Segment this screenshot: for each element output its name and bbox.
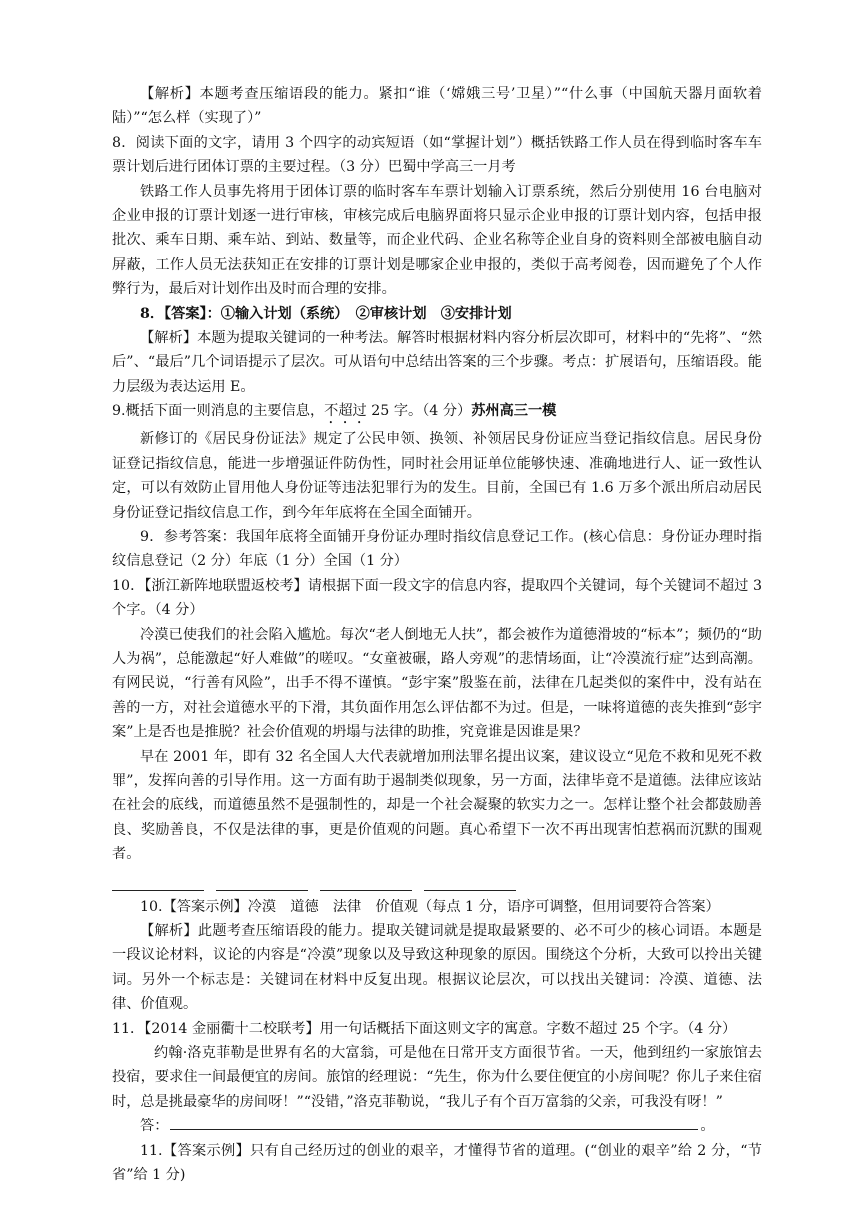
blank-3[interactable] (320, 889, 412, 891)
answer-line-end: 。 (700, 1118, 715, 1135)
blank-1[interactable] (112, 889, 204, 891)
analysis-8: 【解析】本题为提取关键词的一种考法。解答时根据材料内容分析层次即可，材料中的“先将”、“然后”、“最后”几个词语提示了层次。可从语句中总结出答案的三个步骤。考点：扩展语句，压缩语段。能力层级为表达运用 E。 (112, 330, 762, 395)
answer-9: 9．参考答案：我国年底将全面铺开身份证办理时指纹信息登记工作。(核心信息：身份证办理时指纹信息登记（2 分）年底（1 分）全国（1 分） (112, 528, 762, 570)
passage-11: 约翰·洛克菲勒是世界有名的大富翁，可是他在日常开支方面很节省。一天，他到纽约一家旅馆去投宿，要求住一间最便宜的房间。旅馆的经理说：“先生，你为什么要住便宜的小房间呢？你儿子来住宿时，总是挑最豪华的房间呀！”“没错，”洛克菲勒说，“我儿子有个百万富翁的父亲，可我没有呀！” (112, 1045, 762, 1110)
answer-input-line[interactable] (170, 1115, 698, 1130)
passage-8: 铁路工作人员事先将用于团体订票的临时客车车票计划输入订票系统，然后分别使用 16 台电脑对企业申报的订票计划逐一进行审核，审核完成后电脑界面将只显示企业申报的订票计划内容，包括申报批次、乘车日期、乘车站、到站、数量等，而企业代码、企业名称等企业自身的资料则全部被电脑自动屏蔽，工作人员无法获知正在安排的订票计划是哪家企业申报的，类似于高考阅卷，因而避免了个人作弊行为，最后对计划作出及时而合理的安排。 (112, 183, 762, 298)
passage-9: 新修订的《居民身份证法》规定了公民申领、换领、补领居民身份证应当登记指纹信息。居民身份证登记指纹信息，能进一步增强证件防伪性，同时社会用证单位能够快速、准确地进行人、证一致性认定，可以有效防止冒用他人身份证等违法犯罪行为的发生。目前，全国已有 1.6 万多个派出所启动居民身份证登记指纹信息工作，到今年年底将在全国全面铺开。 (112, 431, 762, 521)
document-page (112, 82, 762, 1187)
answer-11: 11.【答案示例】只有自己经历过的创业的艰辛，才懂得节省的道理。(“创业的艰辛”给 2 分，“节省”给 1 分) (112, 1142, 762, 1184)
answer-10: 10.【答案示例】冷漠 道德 法律 价值观（每点 1 分，语序可调整，但用词要符合答案） (140, 898, 720, 915)
blank-2[interactable] (216, 889, 308, 891)
question-8: 8．阅读下面的文字，请用 3 个四字的动宾短语（如“掌握计划”）概括铁路工作人员在得到临时客车车票计划后进行团体订票的主要过程。（3 分）巴蜀中学高三一月考 (112, 134, 762, 176)
blank-4[interactable] (424, 889, 516, 891)
question-9-text-end: 25 字。（4 分） (366, 403, 472, 420)
question-10: 10．【浙江新阵地联盟返校考】请根据下面一段文字的信息内容，提取四个关键词，每个关键词不超过 3 个字。（4 分） (112, 577, 762, 619)
question-9-source: 苏州高三一模 (471, 403, 557, 420)
question-9-emphasis: 不超过 (324, 403, 367, 420)
answer-line-11 (112, 1114, 762, 1138)
answer-blanks-10 (112, 873, 762, 891)
answer-label: 答： (140, 1118, 169, 1135)
analysis-10: 【解析】此题考查压缩语段的能力。提取关键词就是提取最紧要的、必不可少的核心词语。本题是一段议论材料，议论的内容是“冷漠”现象以及导致这种现象的原因。围绕这个分析，大致可以拎出关键词。另外一个标志是：关键词在材料中反复出现。根据议论层次，可以找出关键词：冷漠、道德、法律、价值观。 (112, 923, 762, 1013)
question-9 (112, 399, 762, 427)
passage-10-b: 早在 2001 年，即有 32 名全国人大代表就增加刑法罪名提出议案，建议设立“见危不救和见死不救罪”，发挥向善的引导作用。这一方面有助于遏制类似现象，另一方面，法律毕竟不是道德。法律应该站在社会的底线，而道德虽然不是强制性的，却是一个社会凝聚的软实力之一。怎样让整个社会都鼓励善良、奖励善良，不仅是法律的事，更是价值观的问题。真心希望下一次不再出现害怕惹祸而沉默的围观者。 (112, 748, 762, 863)
question-9-text: 9.概括下面一则消息的主要信息， (112, 403, 325, 420)
passage-10-a: 冷漠已使我们的社会陷入尴尬。每次“老人倒地无人扶”，都会被作为道德滑坡的“标本”；频仍的“助人为祸”，总能激起“好人难做”的嗟叹。“女童被碾，路人旁观”的悲情场面，让“冷漠流行症”达到高潮。有网民说，“行善有风险”，出手不得不谨慎。“彭宇案”殷鉴在前，法律在几起类似的案件中，没有站在善的一方，对社会道德水平的下滑，其负面作用怎么评估都不为过。但是，一味将道德的丧失推到“彭宇案”上是否也是推脱？社会价值观的坍塌与法律的助推，究竟谁是因谁是果？ (112, 626, 762, 741)
answer-8: 8．【答案】：①输入计划（系统） ②审核计划 ③安排计划 (140, 305, 512, 322)
analysis-paragraph: 【解析】本题考查压缩语段的能力。紧扣“谁（‘嫦娥三号’卫星）”“什么事（中国航天器月面软着陆）”“怎么样（实现了）” (112, 86, 762, 127)
question-11: 11．【2014 金丽衢十二校联考】用一句话概括下面这则文字的寓意。字数不超过 25 个字。（4 分） (112, 1020, 737, 1037)
